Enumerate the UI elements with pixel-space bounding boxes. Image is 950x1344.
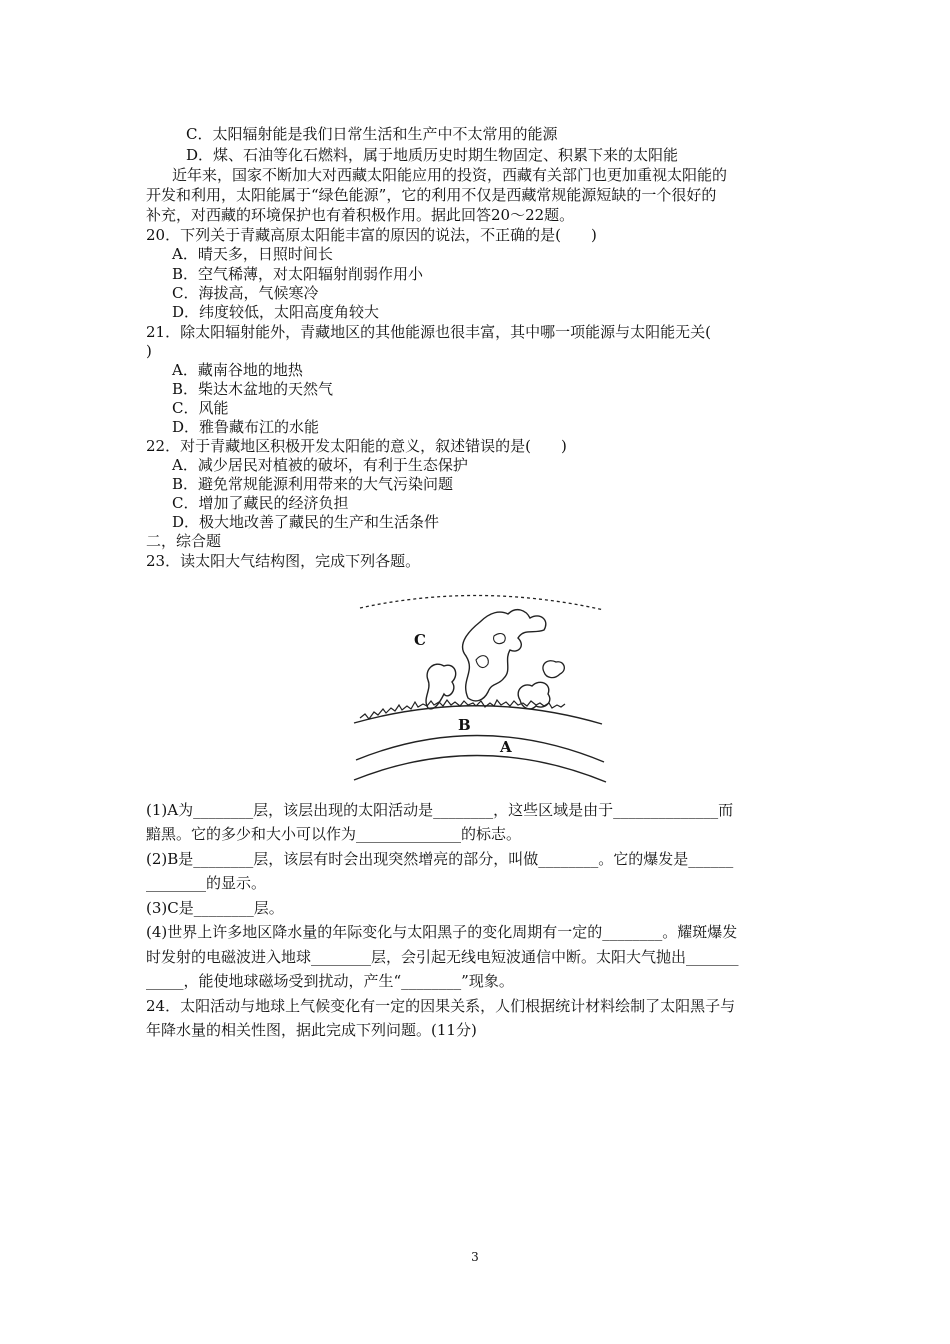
prominence-far-right	[543, 661, 564, 678]
q20-option-d: D．纬度较低，太阳高度角较大	[172, 303, 380, 321]
label-a: A	[500, 738, 512, 756]
q19-option-c: C．太阳辐射能是我们日常生活和生产中不太常用的能源	[186, 125, 558, 143]
q21-stem-line-2: )	[146, 342, 152, 360]
intro-line-2: 开发和利用，太阳能属于“绿色能源”，它的利用不仅是西藏常规能源短缺的一个很好的	[146, 186, 717, 204]
q22-option-d: D．极大地改善了藏民的生产和生活条件	[172, 513, 440, 531]
q24-line-1: 24．太阳活动与地球上气候变化有一定的因果关系，人们根据统计材料绘制了太阳黑子与	[146, 997, 736, 1015]
q22-option-b: B．避免常规能源利用带来的大气污染问题	[172, 475, 454, 493]
q24-line-2: 年降水量的相关性图，据此完成下列问题。(11分)	[146, 1021, 477, 1039]
q21-option-b: B．柴达木盆地的天然气	[172, 380, 334, 398]
q22-option-a: A．减少居民对植被的破坏，有利于生态保护	[172, 456, 468, 474]
label-b: B	[458, 716, 471, 734]
photosphere-outer-arc	[356, 735, 604, 762]
prominence-inner-loop	[476, 656, 488, 668]
q23-stem: 23．读太阳大气结构图，完成下列各题。	[146, 552, 421, 570]
prominence-main	[463, 610, 546, 701]
q23-part1-line-1: (1)A为________层，该层出现的太阳活动是________，这些区域是由于______________而	[146, 801, 734, 819]
q20-option-a: A．晴天多，日照时间长	[172, 245, 333, 263]
solar-atmosphere-figure	[348, 590, 610, 790]
q22-option-c: C．增加了藏民的经济负担	[172, 494, 349, 512]
q20-option-c: C．海拔高，气候寒冷	[172, 284, 319, 302]
q20-stem: 20．下列关于青藏高原太阳能丰富的原因的说法，不正确的是( )	[146, 226, 597, 244]
label-c: C	[414, 631, 426, 649]
intro-line-1: 近年来，国家不断加大对西藏太阳能应用的投资，西藏有关部门也更加重视太阳能的	[172, 166, 728, 184]
prominence-inner-loop-2	[494, 634, 506, 644]
q21-option-c: C．风能	[172, 399, 229, 417]
q23-part1-line-2: 黯黑。它的多少和大小可以作为______________的标志。	[146, 825, 522, 843]
q23-part3: (3)C是________层。	[146, 899, 284, 917]
q22-stem: 22．对于青藏地区积极开发太阳能的意义，叙述错误的是( )	[146, 437, 567, 455]
q19-option-d: D．煤、石油等化石燃料，属于地质历史时期生物固定、积累下来的太阳能	[186, 146, 679, 164]
photosphere-inner-arc	[354, 755, 606, 782]
q23-part4-line-2: 时发射的电磁波进入地球________层，会引起无线电短波通信中断。太阳大气抛出_______	[146, 948, 739, 966]
q23-part4-line-3: _____，能使地球磁场受到扰动，产生“________”现象。	[146, 972, 514, 990]
q23-part2-line-1: (2)B是________层，该层有时会出现突然增亮的部分，叫做________。它的爆发是______	[146, 850, 734, 868]
q21-stem-line-1: 21．除太阳辐射能外，青藏地区的其他能源也很丰富，其中哪一项能源与太阳能无关(	[146, 323, 711, 341]
section-heading: 二，综合题	[146, 532, 222, 550]
intro-line-3: 补充，对西藏的环境保护也有着积极作用。据此回答20～22题。	[146, 206, 575, 224]
q21-option-d: D．雅鲁藏布江的水能	[172, 418, 320, 436]
q21-option-a: A．藏南谷地的地热	[172, 361, 303, 379]
q23-part4-line-1: (4)世界上许多地区降水量的年际变化与太阳黑子的变化周期有一定的________。耀斑爆发	[146, 923, 738, 941]
q23-part2-line-2: ________的显示。	[146, 874, 267, 892]
page-number: 3	[471, 1250, 479, 1264]
q20-option-b: B．空气稀薄，对太阳辐射削弱作用小	[172, 265, 424, 283]
solar-atmosphere-diagram	[348, 590, 610, 790]
corona-outer-dashed-arc	[360, 595, 604, 610]
